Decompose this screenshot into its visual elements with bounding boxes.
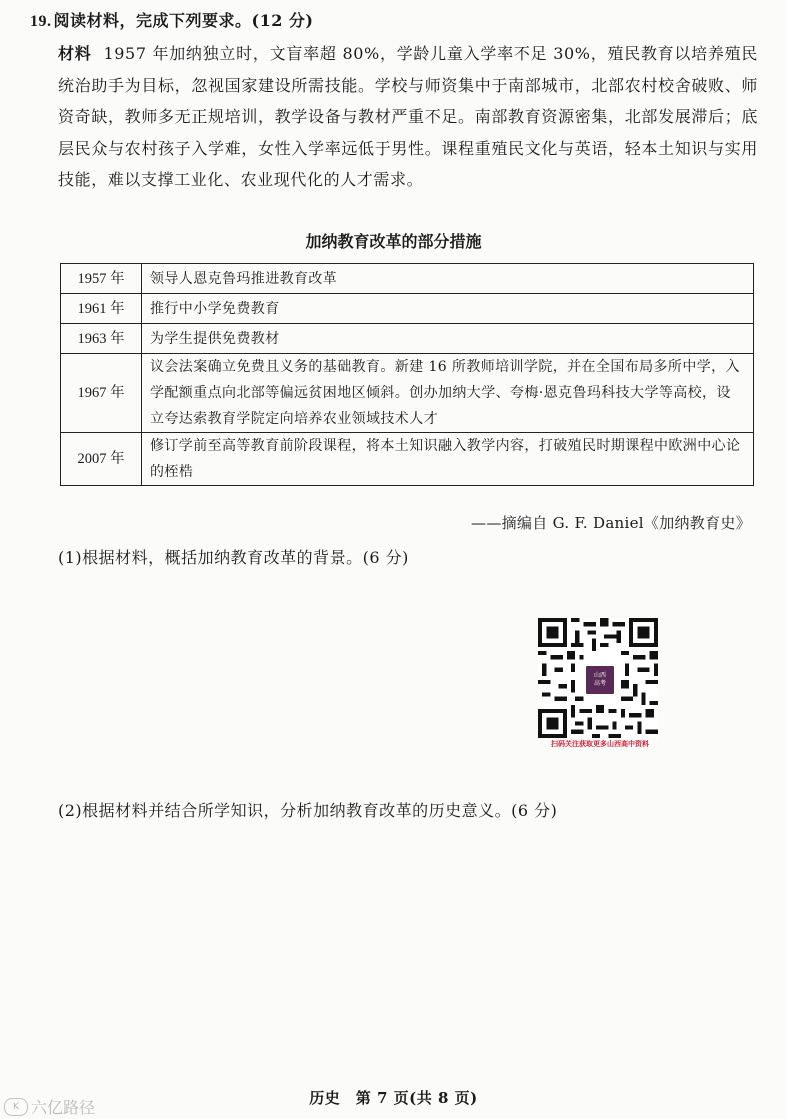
table-row <box>61 264 754 294</box>
qr-logo-text: 山西 <box>593 672 606 679</box>
reform-measures-table <box>60 263 754 486</box>
watermark-text: 六亿路径 <box>31 1098 96 1117</box>
row-content: 推行中小学免费教育 <box>142 294 754 324</box>
watermark-logo-icon: K <box>4 1098 28 1116</box>
page-footer: 历史 第 7 页(共 8 页) <box>309 1089 478 1107</box>
sub-question-1: (1)根据材料，概括加纳教育改革的背景。(6 分) <box>58 548 409 567</box>
row-year: 2007 年 <box>61 433 142 486</box>
row-year: 1963 年 <box>61 324 142 354</box>
material-lead: 材料 <box>58 44 92 63</box>
table-row <box>61 324 754 354</box>
table-row <box>61 354 754 433</box>
row-content: 修订学前至高等教育前阶段课程，将本土知识融入教学内容，打破殖民时期课程中欧洲中心论的桎梏 <box>142 433 754 486</box>
material-text: 1957 年加纳独立时，文盲率超 80%，学龄儿童入学率不足 30%，殖民教育以培养殖民统治助手为目标，忽视国家建设所需技能。学校与师资集中于南部城市，北部农村校舍破败、师资奇缺，教师多无正规培训，教学设备与教材严重不足。南部教育资源密集，北部发展滞后；底层民众与农村孩子入学难，女性入学率远低于男性。课程重殖民文化与英语，轻本土知识与实用技能，难以支撑工业化、农业现代化的人才需求。 <box>58 44 758 189</box>
table-row <box>61 433 754 486</box>
sub-question-2: (2)根据材料并结合所学知识，分析加纳教育改革的历史意义。(6 分) <box>58 801 558 820</box>
source-citation: ——摘编自 G. F. Daniel《加纳教育史》 <box>471 514 751 532</box>
row-content: 议会法案确立免费且义务的基础教育。新建 16 所教师培训学院，并在全国布局多所中学，入学配额重点向北部等偏远贫困地区倾斜。创办加纳大学、夸梅·恩克鲁玛科技大学等高校，设立夸达索教育学院定向培养农业领域技术人才 <box>142 354 754 433</box>
row-content: 为学生提供免费教材 <box>142 324 754 354</box>
question-heading <box>30 8 313 31</box>
row-content: 领导人恩克鲁玛推进教育改革 <box>142 264 754 294</box>
row-year: 1957 年 <box>61 264 142 294</box>
table-row <box>61 294 754 324</box>
question-number: 19. <box>30 13 52 30</box>
qr-logo-text: 高考 <box>593 680 606 687</box>
watermark <box>4 1095 95 1118</box>
qr-caption: 扫码关注获取更多山西高中资料 <box>551 740 649 748</box>
row-year: 1967 年 <box>61 354 142 433</box>
question-title: 阅读材料，完成下列要求。(12 分) <box>53 11 314 30</box>
row-year: 1961 年 <box>61 294 142 324</box>
qr-center-logo <box>584 664 616 696</box>
table-title: 加纳教育改革的部分措施 <box>305 232 482 251</box>
material-paragraph <box>58 38 758 196</box>
